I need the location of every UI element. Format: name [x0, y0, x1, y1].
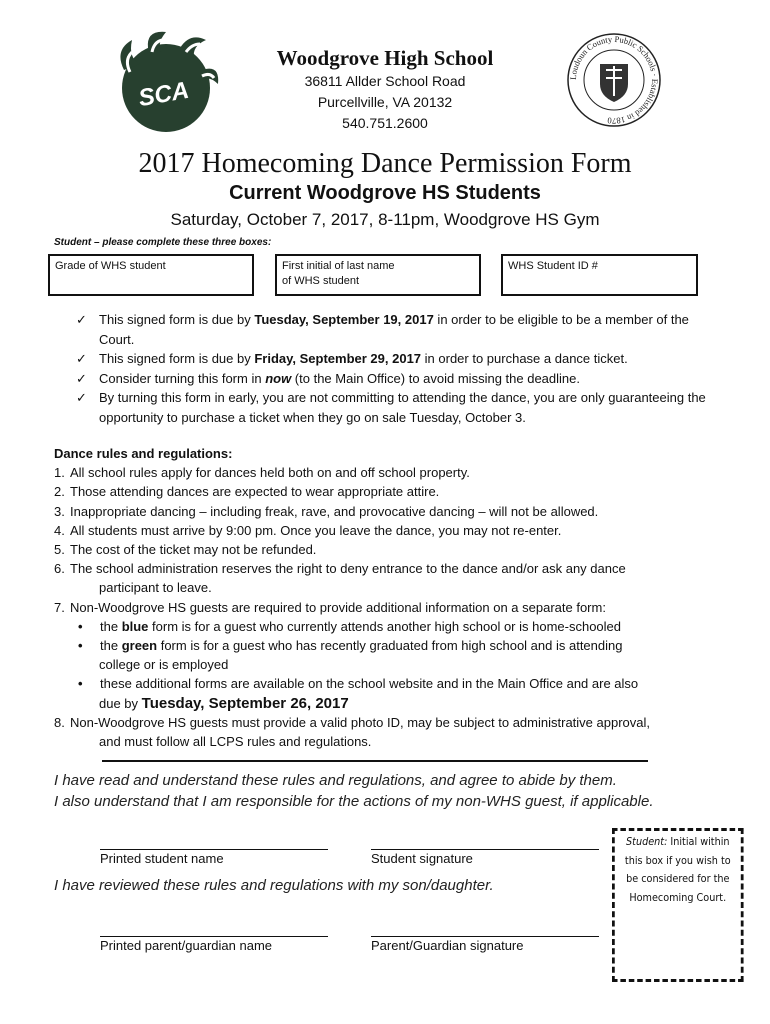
- form-subtitle: Current Woodgrove HS Students: [229, 182, 541, 204]
- check-icon: ✓: [76, 351, 87, 366]
- rule-item: 1. All school rules apply for dances held both on and off school property.: [54, 465, 470, 481]
- student-signature-label: Student signature: [371, 851, 473, 866]
- parent-signature-line[interactable]: [371, 936, 599, 937]
- parent-review-statement: I have reviewed these rules and regulations with my son/daughter.: [54, 877, 494, 894]
- seal-ring-text: Loudoun County Public Schools · Established in 1870: [567, 33, 661, 127]
- parent-name-label: Printed parent/guardian name: [100, 938, 273, 953]
- rule-item: 8. Non-Woodgrove HS guests must provide a valid photo ID, may be subject to administrative approval,: [54, 714, 650, 730]
- check-icon: ✓: [76, 390, 87, 405]
- last-initial-field-label: First initial of last name of WHS student: [282, 260, 395, 287]
- deadline-checklist: [76, 310, 716, 427]
- rule-item: 6. The school administration reserves the right to deny entrance to the dance and/or ask any dance: [54, 561, 626, 577]
- guest-form-bullet: • the blue form is for a guest who currently attends another high school or is home-schooled: [78, 618, 621, 634]
- grade-field-label: Grade of WHS student: [55, 260, 166, 272]
- court-box-label: Student:: [626, 836, 668, 848]
- student-name-label: Printed student name: [100, 851, 224, 866]
- school-phone: 540.751.2600: [342, 115, 428, 131]
- event-dateline: Saturday, October 7, 2017, 8-11pm, Woodgrove HS Gym: [170, 210, 600, 229]
- school-address-city: Purcellville, VA 20132: [317, 94, 453, 110]
- homecoming-court-initial-box[interactable]: Student: Initial within this box if you wish to be considered for the Homecoming Court.: [612, 828, 744, 982]
- rule-item: 7. Non-Woodgrove HS guests are required to provide additional information on a separate form:: [54, 599, 606, 615]
- ticket-deadline: Friday, September 29, 2017: [254, 351, 422, 366]
- checklist-item: ✓ This signed form is due by Friday, September 29, 2017 in order to purchase a dance ticket.: [76, 349, 716, 369]
- student-id-field-label: WHS Student ID #: [508, 260, 598, 272]
- check-icon: ✓: [76, 312, 87, 327]
- student-name-line[interactable]: [100, 849, 328, 850]
- dance-rules: Dance rules and regulations: 1. All school rules apply for dances held both on and off school property. 2. Those attending dances are expected to wear appropriate attire. 3. Inappropriate dancing – including freak, rave, and provocative dancing – will not be allowed. 4. All students must arrive by 9:00 pm. Once you leave the dance, you may not re-enter. 5. The cost of the ticket may not be refunded. 6. The school administration reserves the right to deny entrance to the dance and/or ask any dance participant to leave. 7. Non-Woodgrove HS guests are required to provide additional information on a separate form: • the blue form is for a guest who currently attends another high school or is home-schooled • the green form is for a guest who has recently graduated from high school and is attending college or is employed • these additional forms are available on the school website and in the Main Office and are also due by Tuesday, September 26, 2017 8. Non-Woodgrove HS guests must provide a valid photo ID, may be subject to administrative approval, and must follow all LCPS rules and regulations.: [54, 444, 724, 751]
- grade-field[interactable]: [48, 254, 254, 296]
- school-address-street: 36811 Allder School Road: [304, 73, 466, 89]
- rule-item: 5. The cost of the ticket may not be refunded.: [54, 542, 317, 558]
- last-initial-field[interactable]: [275, 254, 481, 296]
- form-title: 2017 Homecoming Dance Permission Form: [138, 148, 632, 179]
- student-id-field[interactable]: [501, 254, 698, 296]
- rule-item: 2. Those attending dances are expected to wear appropriate attire.: [54, 484, 440, 500]
- court-deadline: Tuesday, September 19, 2017: [254, 312, 434, 327]
- check-icon: ✓: [76, 370, 87, 386]
- guest-deadline: Tuesday, September 26, 2017: [141, 694, 349, 712]
- rule-item: 3. Inappropriate dancing – including freak, rave, and provocative dancing – will not be allowed.: [54, 503, 599, 519]
- school-name: Woodgrove High School: [276, 46, 494, 70]
- checklist-item: ✓ This signed form is due by Tuesday, September 19, 2017 in order to be eligible to be a member of the Court.: [76, 310, 716, 349]
- checklist-item: ✓ Consider turning this form in now (to the Main Office) to avoid missing the deadline.: [76, 369, 716, 389]
- guest-form-bullet: • these additional forms are available on the school website and in the Main Office and are also: [78, 676, 639, 692]
- student-signature-line[interactable]: [371, 849, 599, 850]
- parent-name-line[interactable]: [100, 936, 328, 937]
- parent-signature-label: Parent/Guardian signature: [371, 938, 524, 953]
- box-instruction: Student – please complete these three boxes:: [54, 237, 272, 248]
- rules-heading: Dance rules and regulations:: [54, 446, 233, 461]
- agreement-statement: I have read and understand these rules and regulations, and agree to abide by them. I also understand that I am responsible for the actions of my non-WHS guest, if applicable.: [54, 772, 654, 810]
- checklist-item: ✓ By turning this form in early, you are not committing to attending the dance, you are only guaranteeing the opportunity to purchase a ticket when they go on sale Tuesday, October 3.: [76, 388, 716, 427]
- logo-text: SCA: [136, 76, 192, 113]
- rule-item: 4. All students must arrive by 9:00 pm. Once you leave the dance, you may not re-enter.: [54, 522, 562, 538]
- divider: [102, 760, 648, 762]
- guest-form-bullet: • the green form is for a guest who has recently graduated from high school and is attending: [78, 638, 623, 654]
